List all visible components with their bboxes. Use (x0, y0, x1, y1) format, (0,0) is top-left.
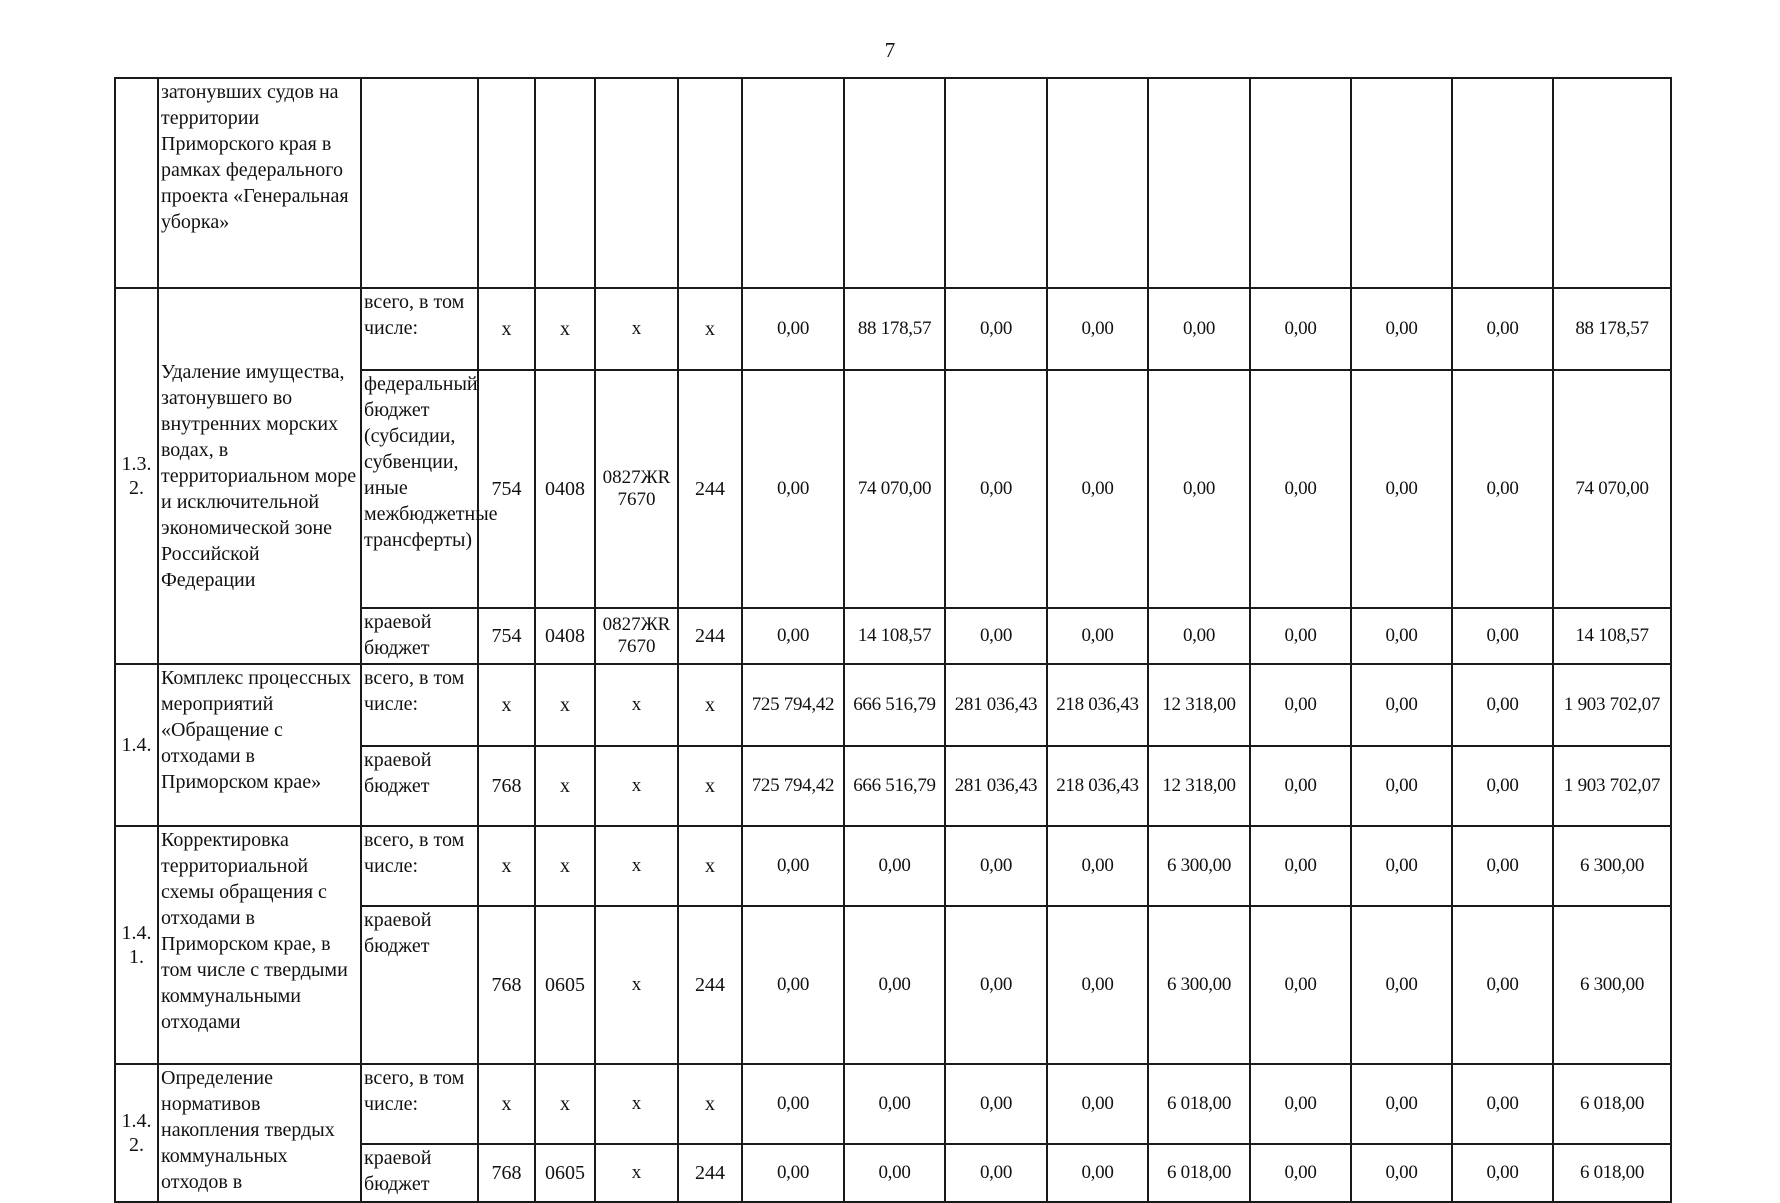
year-value: 666 516,79 (844, 746, 945, 826)
vr-code: х (678, 288, 742, 370)
csr-code: х (595, 664, 678, 746)
grbs-code: 768 (478, 1144, 535, 1202)
vr-code: х (678, 746, 742, 826)
year-value: 0,00 (1250, 370, 1351, 608)
year-value: 6 018,00 (1148, 1144, 1250, 1202)
year-value: 0,00 (1250, 1144, 1351, 1202)
rzpr-code: 0408 (535, 370, 595, 608)
empty-cell (678, 78, 742, 288)
year-value: 0,00 (1047, 608, 1148, 664)
empty-cell (535, 78, 595, 288)
total-value: 6 018,00 (1553, 1144, 1671, 1202)
year-value: 12 318,00 (1148, 664, 1250, 746)
csr-code: х (595, 826, 678, 906)
measure-name: Комплекс процессных мероприятий «Обращение с отходами в Приморском крае» (158, 664, 361, 826)
empty-cell (1047, 78, 1148, 288)
csr-code: 0827ЖR 7670 (595, 370, 678, 608)
year-value: 0,00 (844, 826, 945, 906)
grbs-code: 768 (478, 746, 535, 826)
funding-source: всего, в том числе: (361, 664, 478, 746)
empty-cell (361, 78, 478, 288)
year-value: 0,00 (742, 608, 844, 664)
year-value: 0,00 (844, 1064, 945, 1144)
year-value: 0,00 (742, 288, 844, 370)
year-value: 0,00 (1250, 1064, 1351, 1144)
empty-cell (1148, 78, 1250, 288)
year-value: 725 794,42 (742, 664, 844, 746)
row-number: 1.4. 2. (115, 1064, 158, 1202)
vr-code: х (678, 1064, 742, 1144)
rzpr-code: х (535, 826, 595, 906)
csr-code: 0827ЖR 7670 (595, 608, 678, 664)
year-value: 0,00 (1351, 608, 1452, 664)
year-value: 0,00 (1452, 664, 1553, 746)
row-number (115, 78, 158, 288)
vr-code: 244 (678, 906, 742, 1064)
measure-name: затонувших судов на территории Приморского края в рамках федерального проекта «Генеральная уборка» (158, 78, 361, 288)
year-value: 0,00 (742, 826, 844, 906)
year-value: 0,00 (1148, 370, 1250, 608)
year-value: 0,00 (1351, 826, 1452, 906)
year-value: 0,00 (1250, 906, 1351, 1064)
year-value: 0,00 (945, 288, 1047, 370)
vr-code: 244 (678, 1144, 742, 1202)
year-value: 6 300,00 (1148, 826, 1250, 906)
empty-cell (844, 78, 945, 288)
rzpr-code: 0408 (535, 608, 595, 664)
year-value: 0,00 (945, 906, 1047, 1064)
year-value: 281 036,43 (945, 746, 1047, 826)
total-value: 74 070,00 (1553, 370, 1671, 608)
rzpr-code: х (535, 288, 595, 370)
empty-cell (1250, 78, 1351, 288)
year-value: 0,00 (1351, 1144, 1452, 1202)
funding-source: всего, в том числе: (361, 1064, 478, 1144)
vr-code: 244 (678, 608, 742, 664)
year-value: 0,00 (844, 1144, 945, 1202)
total-value: 14 108,57 (1553, 608, 1671, 664)
year-value: 0,00 (1250, 826, 1351, 906)
funding-source: всего, в том числе: (361, 288, 478, 370)
year-value: 0,00 (742, 370, 844, 608)
table-row (115, 78, 1671, 288)
year-value: 0,00 (742, 1064, 844, 1144)
year-value: 0,00 (945, 1064, 1047, 1144)
funding-source: всего, в том числе: (361, 826, 478, 906)
year-value: 0,00 (1351, 288, 1452, 370)
empty-cell (945, 78, 1047, 288)
total-value: 6 300,00 (1553, 826, 1671, 906)
empty-cell (1351, 78, 1452, 288)
funding-source: федеральный бюджет (субсидии, субвенции, иные межбюджетные трансферты) (361, 370, 478, 608)
csr-code: х (595, 906, 678, 1064)
csr-code: х (595, 288, 678, 370)
grbs-code: х (478, 1064, 535, 1144)
year-value: 0,00 (945, 826, 1047, 906)
year-value: 0,00 (1148, 608, 1250, 664)
funding-source: краевой бюджет (361, 1144, 478, 1202)
grbs-code: х (478, 826, 535, 906)
year-value: 0,00 (1047, 370, 1148, 608)
year-value: 0,00 (1250, 288, 1351, 370)
measure-name: Определение нормативов накопления твердых коммунальных отходов в (158, 1064, 361, 1202)
rzpr-code: 0605 (535, 1144, 595, 1202)
year-value: 0,00 (742, 1144, 844, 1202)
year-value: 88 178,57 (844, 288, 945, 370)
year-value: 0,00 (1351, 906, 1452, 1064)
year-value: 6 300,00 (1148, 906, 1250, 1064)
total-value: 6 018,00 (1553, 1064, 1671, 1144)
year-value: 0,00 (1250, 664, 1351, 746)
rzpr-code: х (535, 746, 595, 826)
year-value: 0,00 (1047, 288, 1148, 370)
measure-name: Корректировка территориальной схемы обращения с отходами в Приморском крае, в том числе с твердыми коммунальными отходами (158, 826, 361, 1064)
year-value: 0,00 (1047, 826, 1148, 906)
funding-source: краевой бюджет (361, 906, 478, 1064)
grbs-code: 754 (478, 370, 535, 608)
total-value: 1 903 702,07 (1553, 746, 1671, 826)
empty-cell (742, 78, 844, 288)
year-value: 0,00 (1047, 1144, 1148, 1202)
year-value: 218 036,43 (1047, 746, 1148, 826)
empty-cell (478, 78, 535, 288)
row-number: 1.4. (115, 664, 158, 826)
year-value: 0,00 (1351, 1064, 1452, 1144)
csr-code: х (595, 746, 678, 826)
year-value: 0,00 (1452, 826, 1553, 906)
year-value: 14 108,57 (844, 608, 945, 664)
year-value: 0,00 (844, 906, 945, 1064)
year-value: 0,00 (742, 906, 844, 1064)
table-row (115, 1064, 1671, 1144)
total-value: 6 300,00 (1553, 906, 1671, 1064)
grbs-code: х (478, 664, 535, 746)
year-value: 0,00 (1452, 906, 1553, 1064)
year-value: 0,00 (1250, 746, 1351, 826)
budget-table (114, 77, 1672, 1203)
csr-code: х (595, 1064, 678, 1144)
vr-code: х (678, 664, 742, 746)
year-value: 0,00 (1452, 608, 1553, 664)
page-number: 7 (884, 38, 896, 62)
row-number: 1.4. 1. (115, 826, 158, 1064)
year-value: 0,00 (945, 1144, 1047, 1202)
row-number: 1.3. 2. (115, 288, 158, 664)
year-value: 666 516,79 (844, 664, 945, 746)
year-value: 218 036,43 (1047, 664, 1148, 746)
year-value: 0,00 (945, 370, 1047, 608)
year-value: 0,00 (1148, 288, 1250, 370)
empty-cell (1553, 78, 1671, 288)
year-value: 0,00 (1351, 746, 1452, 826)
empty-cell (1452, 78, 1553, 288)
table-row (115, 664, 1671, 746)
rzpr-code: х (535, 1064, 595, 1144)
measure-name: Удаление имущества, затонувшего во внутренних морских водах, в территориальном море и исключительной экономической зоне Российской Федерации (158, 288, 361, 664)
table-row (115, 288, 1671, 370)
rzpr-code: х (535, 664, 595, 746)
year-value: 0,00 (945, 608, 1047, 664)
grbs-code: 768 (478, 906, 535, 1064)
vr-code: 244 (678, 370, 742, 608)
year-value: 12 318,00 (1148, 746, 1250, 826)
year-value: 0,00 (1452, 1144, 1553, 1202)
total-value: 88 178,57 (1553, 288, 1671, 370)
year-value: 725 794,42 (742, 746, 844, 826)
vr-code: х (678, 826, 742, 906)
grbs-code: х (478, 288, 535, 370)
year-value: 0,00 (1047, 1064, 1148, 1144)
funding-source: краевой бюджет (361, 608, 478, 664)
year-value: 0,00 (1452, 1064, 1553, 1144)
total-value: 1 903 702,07 (1553, 664, 1671, 746)
year-value: 0,00 (1351, 664, 1452, 746)
table-row (115, 826, 1671, 906)
csr-code: х (595, 1144, 678, 1202)
rzpr-code: 0605 (535, 906, 595, 1064)
year-value: 281 036,43 (945, 664, 1047, 746)
empty-cell (595, 78, 678, 288)
grbs-code: 754 (478, 608, 535, 664)
year-value: 0,00 (1250, 608, 1351, 664)
year-value: 74 070,00 (844, 370, 945, 608)
year-value: 0,00 (1047, 906, 1148, 1064)
year-value: 0,00 (1452, 288, 1553, 370)
funding-source: краевой бюджет (361, 746, 478, 826)
year-value: 0,00 (1452, 746, 1553, 826)
year-value: 6 018,00 (1148, 1064, 1250, 1144)
year-value: 0,00 (1351, 370, 1452, 608)
year-value: 0,00 (1452, 370, 1553, 608)
